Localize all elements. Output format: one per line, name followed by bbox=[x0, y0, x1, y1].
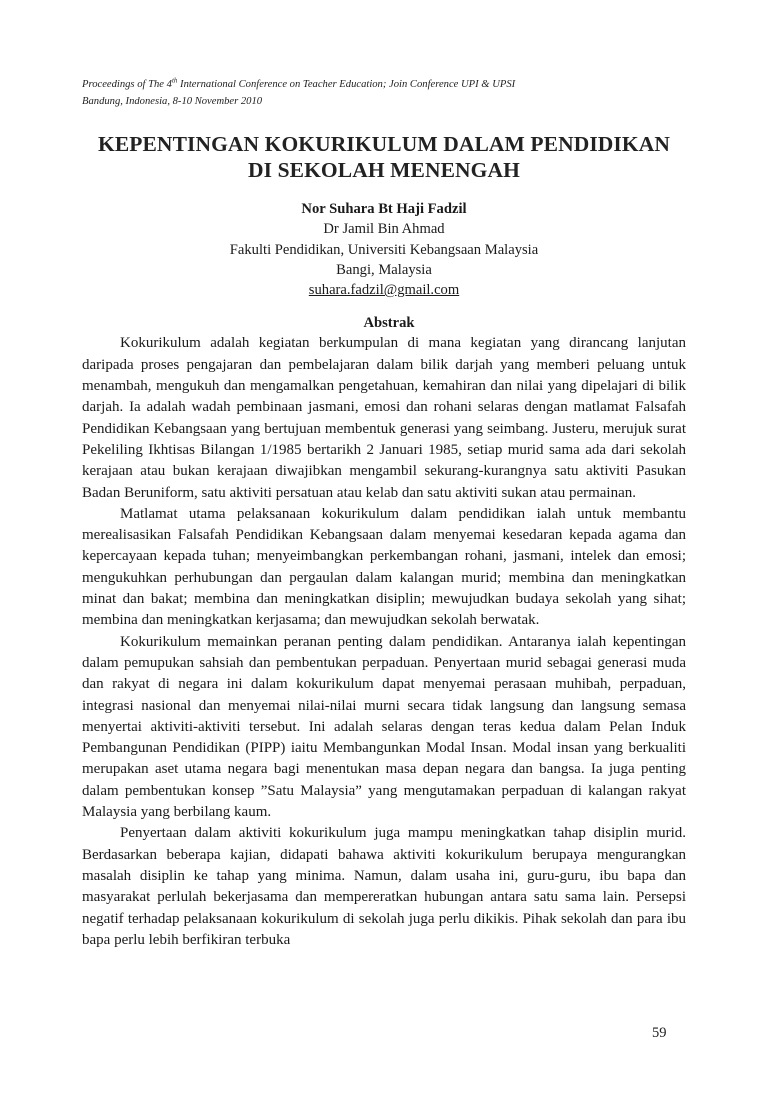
author-secondary: Dr Jamil Bin Ahmad bbox=[323, 221, 445, 238]
abstract-body bbox=[82, 333, 686, 951]
abstract-paragraph: Kokurikulum memainkan peranan penting dalam pendidikan. Antaranya ialah kepentingan dalam pemupukan sahsiah dan pembentukan perpaduan. Penyertaan murid sebagai generasi muda dan rakyat di negara ini dalam kokurikulum dapat menyemai perasaan muhibah, perpaduan, integrasi nasional dan menyemai nilai-nilai murni secara tidak langsung dan langsung semasa menyertai aktiviti-aktiviti tersebut. Ini adalah selaras dengan teras kedua dalam Pelan Induk Pembangunan Pendidikan (PIPP) iaitu Membangunkan Modal Insan. Modal insan yang berkualiti merupakan aset utama negara bagi menentukan masa depan negara dan bangsa. Ia juga penting dalam pembentukan konsep ”Satu Malaysia” yang mengutamakan perpaduan di kalangan rakyat Malaysia yang berbilang kaum. bbox=[82, 633, 686, 821]
author-affiliation: Fakulti Pendidikan, Universiti Kebangsaan Malaysia bbox=[229, 241, 539, 258]
paper-title bbox=[82, 131, 686, 183]
running-header-line1-pre: Proceedings of The 4 bbox=[82, 79, 172, 90]
abstract-paragraph: Matlamat utama pelaksanaan kokurikulum dalam pendidikan ialah untuk membantu merealisasikan Falsafah Pendidikan Kebangsaan dalam menyemai kesedaran kepada agama dan kepercayaan kepada tuhan; menyeimbangkan perkembangan rohani, jasmani, intelek dan emosi; mengukuhkan perhubungan dan pergaulan dalam kalangan murid; membina dan meningkatkan minat dan bakat; membina dan meningkatkan disiplin; mewujudkan budaya sekolah yang sihat; membina dan meningkatkan kerjasama; dan mewujudkan sekolah berwatak. bbox=[82, 505, 686, 629]
running-header bbox=[82, 76, 686, 110]
running-header-superscript: th bbox=[171, 76, 178, 85]
abstract-paragraph: Penyertaan dalam aktiviti kokurikulum juga mampu meningkatkan tahap disiplin murid. Berdasarkan beberapa kajian, didapati bahawa aktiviti kokurikulum berupaya mengurangkan masalah disiplin ke tahap yang minima. Namun, dalam usaha ini, guru-guru, ibu bapa dan masyarakat perlulah bekerjasama dan mempereratkan hubungan antara satu sama lain. Persepsi negatif terhadap pelaksanaan kokurikulum di sekolah juga perlu dikikis. Pihak sekolah dan para ibu bapa perlu lebih berfikiran terbuka bbox=[82, 825, 686, 948]
running-header-line1-post: International Conference on Teacher Education; Join Conference UPI & UPSI bbox=[177, 79, 516, 90]
page-content bbox=[82, 76, 686, 951]
author-location: Bangi, Malaysia bbox=[336, 261, 432, 278]
paper-title-line2: DI SEKOLAH MENENGAH bbox=[248, 158, 520, 182]
author-email-link[interactable]: suhara.fadzil@gmail.com bbox=[308, 282, 460, 299]
running-header-line1 bbox=[82, 76, 686, 93]
author-primary: Nor Suhara Bt Haji Fadzil bbox=[301, 201, 467, 217]
page-number: 59 bbox=[652, 1025, 667, 1041]
abstract-heading: Abstrak bbox=[363, 315, 415, 332]
abstract-paragraph: Kokurikulum adalah kegiatan berkumpulan di mana kegiatan yang dirancang lanjutan daripada proses pengajaran dan pembelajaran dalam bilik darjah yang memberi peluang untuk menambah, mengukuh dan mengamalkan pengetahuan, kemahiran dan nilai yang dipelajari di bilik darjah. Ia adalah wadah pembinaan jasmani, emosi dan rohani selaras dengan matlamat Falsafah Pendidikan Kebangsaan yang bertujuan membentuk generasi yang seimbang. Justeru, merujuk surat Pekeliling Ikhtisas Bilangan 1/1985 bertarikh 2 Januari 1985, setiap murid sama ada dari sekolah kerajaan atau bukan kerajaan diwajibkan mengambil sekurang-kurangnya satu aktiviti Pasukan Badan Beruniform, satu aktiviti persatuan atau kelab dan satu aktiviti sukan atau permainan. bbox=[82, 335, 686, 501]
running-header-line2: Bandung, Indonesia, 8-10 November 2010 bbox=[82, 96, 263, 107]
paper-title-line1: KEPENTINGAN KOKURIKULUM DALAM PENDIDIKAN bbox=[98, 132, 670, 156]
author-block bbox=[82, 199, 686, 300]
